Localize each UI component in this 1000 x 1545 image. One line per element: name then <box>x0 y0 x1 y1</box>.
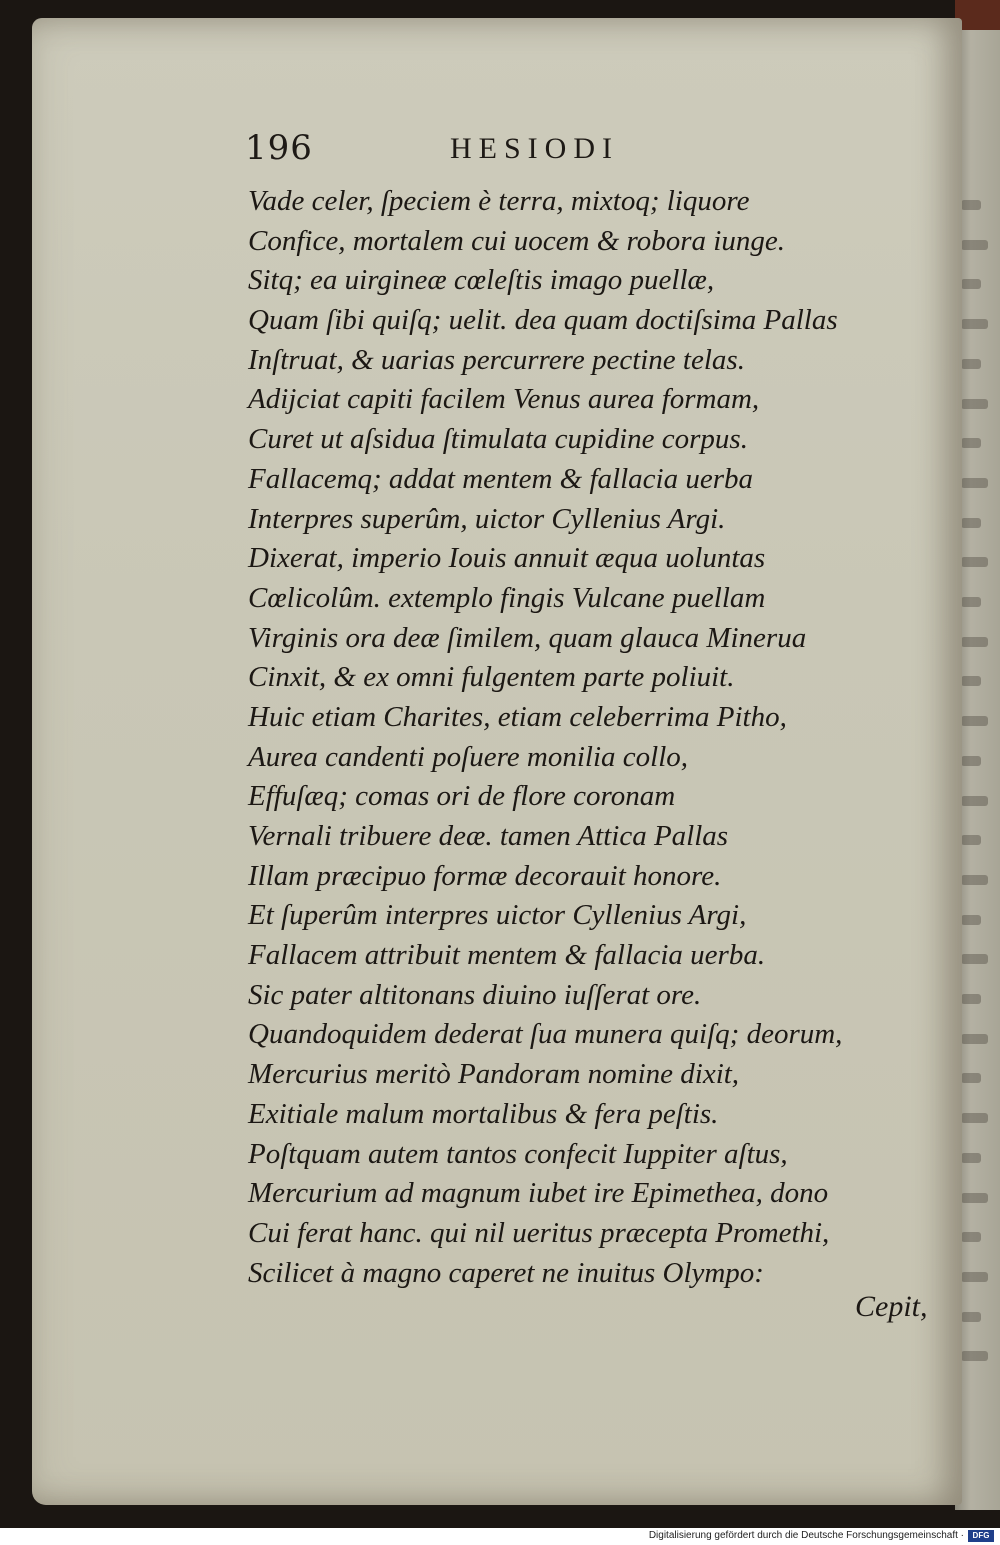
facing-page-ghost-line <box>961 319 988 329</box>
verse-line: Confice, mortalem cui uocem & robora iunge. <box>248 224 785 257</box>
facing-page-ghost-line <box>961 875 988 885</box>
facing-page-ghost-line <box>961 954 988 964</box>
facing-page-ghost-line <box>961 1193 988 1203</box>
facing-page-ghost-line <box>961 716 988 726</box>
verse-line: Dixerat, imperio Iouis annuit æqua uoluntas <box>248 542 766 575</box>
verse-line: Vernali tribuere deæ. tamen Attica Pallas <box>248 820 729 852</box>
funding-credit: Digitalisierung gefördert durch die Deutsche Forschungsgemeinschaft · <box>648 1530 964 1541</box>
verse-line: Exitiale malum mortalibus & fera peſtis. <box>248 1097 719 1130</box>
verse-line: Sic pater altitonans diuino iuſſerat ore. <box>248 978 702 1011</box>
verse-line: Inſtruat, & uarias percurrere pectine telas. <box>248 343 745 376</box>
verse-line: Cui ferat hanc. qui nil ueritus præcepta Promethi, <box>248 1216 830 1249</box>
facing-page-ghost-line <box>961 597 981 607</box>
verse-line: Interpres superûm, uictor Cyllenius Argi. <box>248 502 726 535</box>
verse-line: Cœlicolûm. extemplo fingis Vulcane puellam <box>248 581 766 614</box>
verse-line: Aurea candenti poſuere monilia collo, <box>248 740 689 773</box>
facing-page-ghost-line <box>961 359 981 369</box>
facing-page-ghost-line <box>961 637 988 647</box>
verse-line: Fallacem attribuit mentem & fallacia uerba. <box>248 939 766 972</box>
verse-line: Virginis ora deæ ſimilem, quam glauca Minerua <box>248 621 807 654</box>
verse-line: Cinxit, & ex omni fulgentem parte poliuit. <box>248 661 735 694</box>
facing-page-ghost-line <box>961 279 981 289</box>
page-header <box>245 128 665 172</box>
catchword: Cepit, <box>855 1290 928 1323</box>
verse-line: Quam ſibi quiſq; uelit. dea quam doctiſsima Pallas <box>248 304 838 337</box>
facing-page-ghost-line <box>961 240 988 250</box>
dfg-logo: DFG <box>968 1530 994 1542</box>
facing-page-ghost-line <box>961 1272 988 1282</box>
facing-page-ghost-line <box>961 1232 981 1242</box>
verse-line: Quandoquidem dederat ſua munera quiſq; deorum, <box>248 1018 843 1051</box>
facing-page-ghost-line <box>961 399 988 409</box>
facing-page-ghost-line <box>961 676 981 686</box>
facing-page-ghost-line <box>961 835 981 845</box>
verse-line: Poſtquam autem tantos confecit Iuppiter aſtus, <box>248 1137 788 1170</box>
facing-page-ghost-line <box>961 915 981 925</box>
verse-line: Sitq; ea uirgineæ cœleſtis imago puellæ, <box>248 264 715 297</box>
facing-page-ghost-line <box>961 1073 981 1083</box>
facing-page-ghost-line <box>961 994 981 1004</box>
facing-page-ghost-line <box>961 1113 988 1123</box>
verse-line: Mercurius meritò Pandoram nomine dixit, <box>248 1058 740 1091</box>
verse-line: Illam præcipuo formæ decorauit honore. <box>248 859 722 892</box>
facing-page-ghost-line <box>961 796 988 806</box>
verse-text <box>248 182 898 1293</box>
facing-page-ghost-line <box>961 557 988 567</box>
facing-page-ghost-line <box>961 478 988 488</box>
verse-line: Curet ut aſsidua ſtimulata cupidine corpus. <box>248 423 748 456</box>
facing-page-ghost-line <box>961 756 981 766</box>
facing-page-ghost-line <box>961 1351 988 1361</box>
facing-page-ghost-line <box>961 438 981 448</box>
verse-line: Scilicet à magno caperet ne inuitus Olympo: <box>248 1256 764 1289</box>
verse-line: Huic etiam Charites, etiam celeberrima Pitho, <box>248 700 787 733</box>
verse-line: Effuſæq; comas ori de flore coronam <box>248 780 676 813</box>
verse-line: Vade celer, ſpeciem è terra, mixtoq; liquore <box>248 185 750 217</box>
facing-page-ghost-line <box>961 1034 988 1044</box>
facing-page-ghost-line <box>961 1312 981 1322</box>
facing-page-ghost-line <box>961 200 981 210</box>
page-number: 196 <box>245 128 313 168</box>
running-head: HESIODI <box>450 132 619 165</box>
verse-line: Adijciat capiti facilem Venus aurea formam, <box>248 383 760 416</box>
facing-page-ghost-line <box>961 518 981 528</box>
verse-line: Mercurium ad magnum iubet ire Epimethea, dono <box>248 1177 829 1210</box>
verse-line: Fallacemq; addat mentem & fallacia uerba <box>248 462 753 495</box>
facing-page-ghost-line <box>961 1153 981 1163</box>
verse-line: Et ſuperûm interpres uictor Cyllenius Argi, <box>248 899 747 932</box>
